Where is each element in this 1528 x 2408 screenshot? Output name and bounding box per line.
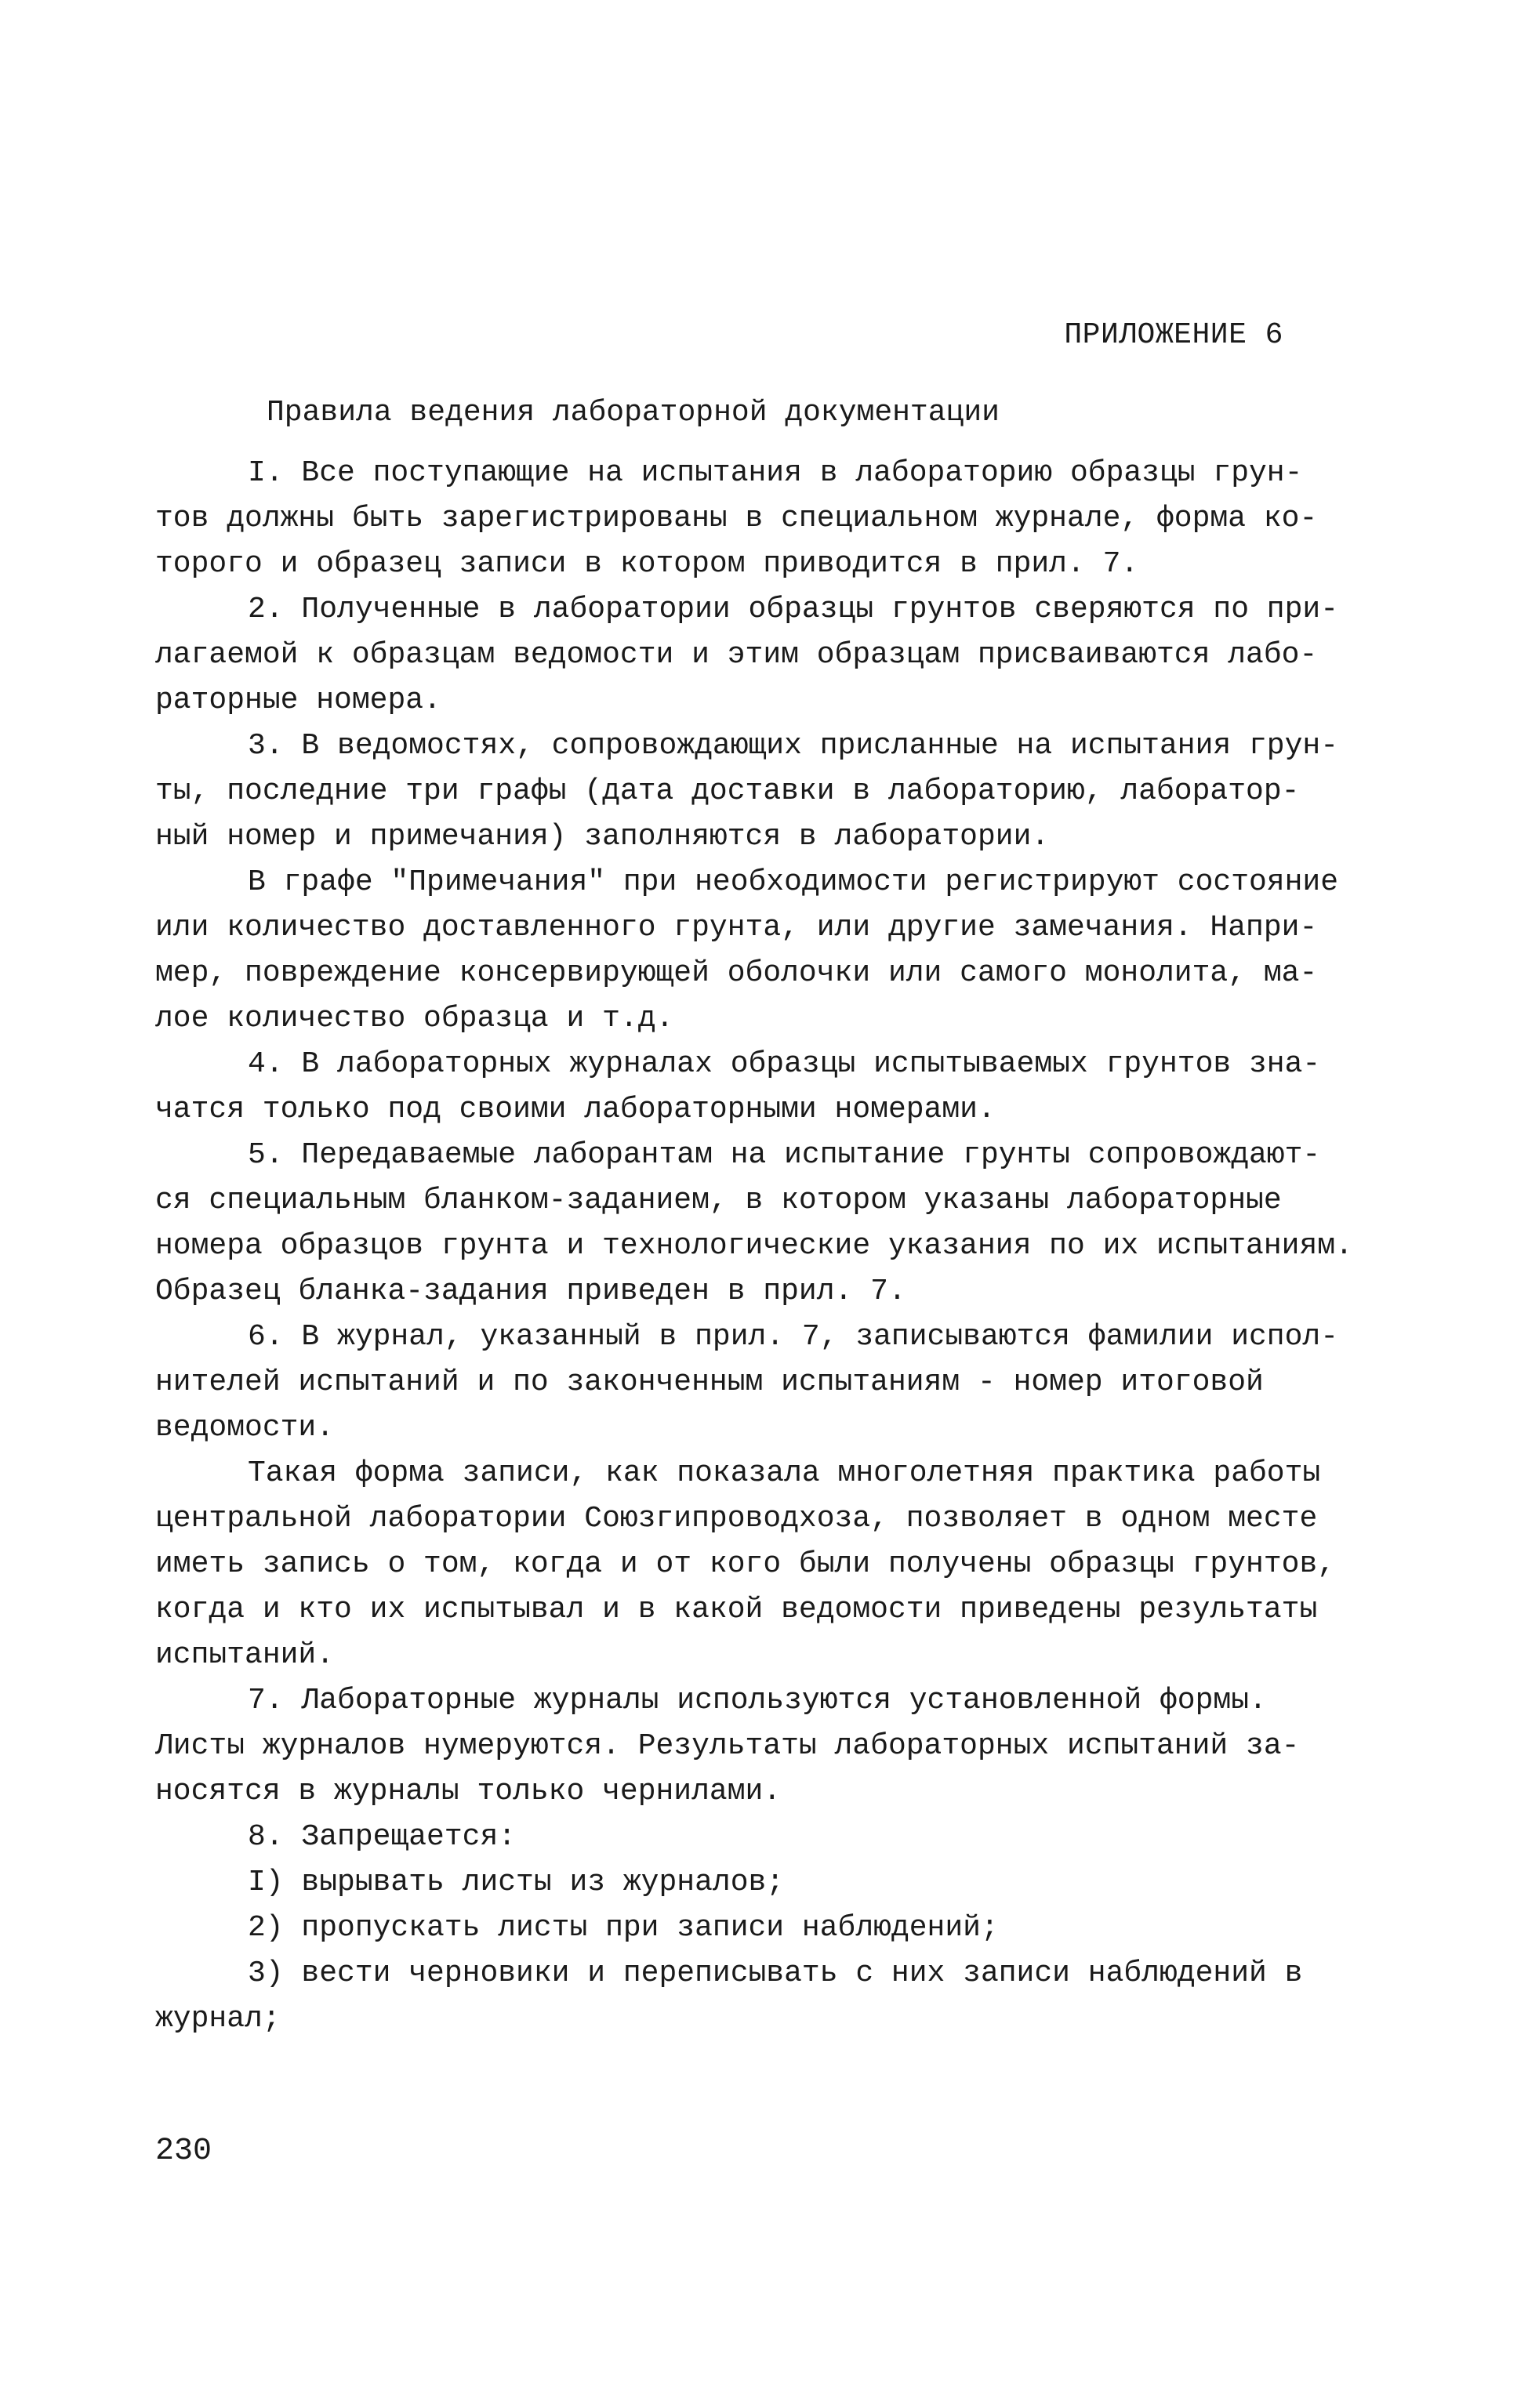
text-line: 5. Передаваемые лаборантам на испытание грунты сопровождают- — [248, 1138, 1321, 1172]
text-line: ный номер и примечания) заполняются в лаборатории. — [155, 820, 1050, 854]
text-line: тов должны быть зарегистрированы в специальном журнале, форма ко- — [155, 502, 1318, 535]
text-line: мер, повреждение консервирующей оболочки или самого монолита, ма- — [155, 956, 1318, 990]
paragraph-1 — [155, 451, 1347, 587]
text-line: 3) вести черновики и переписывать с них записи наблюдений в — [248, 1956, 1303, 1990]
page-number: 230 — [155, 2134, 212, 2169]
paragraph-4 — [155, 1042, 1347, 1133]
paragraph-7 — [155, 1678, 1347, 1815]
document-title: Правила ведения лабораторной документации — [267, 396, 1000, 430]
text-line: 7. Лабораторные журналы используются установленной формы. — [248, 1684, 1267, 1717]
text-line: торого и образец записи в котором приводится в прил. 7. — [155, 547, 1139, 581]
text-line: Такая форма записи, как показала многолетняя практика работы — [248, 1456, 1321, 1490]
text-line: нителей испытаний и по законченным испытаниям - номер итоговой — [155, 1365, 1264, 1399]
text-line: 8. Запрещается: — [248, 1820, 517, 1854]
text-line: или количество доставленного грунта, или другие замечания. Напри- — [155, 911, 1318, 945]
text-line: 3. В ведомостях, сопровождающих присланные на испытания грун- — [248, 729, 1339, 763]
list-item-3 — [155, 1951, 1347, 2042]
text-line: 6. В журнал, указанный в прил. 7, записываются фамилии испол- — [248, 1320, 1339, 1354]
text-line: Листы журналов нумеруются. Результаты лабораторных испытаний за- — [155, 1729, 1300, 1763]
text-line: носятся в журналы только чернилами. — [155, 1775, 782, 1808]
paragraph-6 — [155, 1315, 1347, 1451]
list-item-2 — [155, 1906, 1347, 1951]
paragraph-3 — [155, 723, 1347, 860]
text-line: 2. Полученные в лаборатории образцы грунтов сверяются по при- — [248, 593, 1339, 626]
text-line: журнал; — [155, 2002, 281, 2036]
text-line: номера образцов грунта и технологические указания по их испытаниям. — [155, 1229, 1353, 1263]
appendix-label: ПРИЛОЖЕНИЕ 6 — [1064, 318, 1283, 352]
paragraph-notes — [155, 860, 1347, 1042]
text-line: Образец бланка-задания приведен в прил. 7. — [155, 1275, 906, 1308]
text-line: I) вырывать листы из журналов; — [248, 1866, 785, 1899]
text-line: ты, последние три графы (дата доставки в лабораторию, лаборатор- — [155, 774, 1300, 808]
paragraph-8 — [155, 1815, 1347, 1860]
text-line: ведомости. — [155, 1411, 335, 1445]
paragraph-2 — [155, 587, 1347, 723]
text-line: 2) пропускать листы при записи наблюдений; — [248, 1911, 999, 1945]
text-line: когда и кто их испытывал и в какой ведомости приведены результаты — [155, 1593, 1318, 1626]
text-line: чатся только под своими лабораторными номерами. — [155, 1093, 996, 1126]
text-line: лагаемой к образцам ведомости и этим образцам присваиваются лабо- — [155, 638, 1318, 672]
paragraph-practice — [155, 1451, 1347, 1678]
text-line: 4. В лабораторных журналах образцы испытываемых грунтов зна- — [248, 1047, 1321, 1081]
text-line: испытаний. — [155, 1638, 335, 1672]
text-line: I. Все поступающие на испытания в лабораторию образцы грун- — [248, 456, 1303, 490]
text-line: иметь запись о том, когда и от кого были получены образцы грунтов, — [155, 1547, 1336, 1581]
text-line: центральной лаборатории Союзгипроводхоза, позволяет в одном месте — [155, 1502, 1318, 1536]
paragraph-5 — [155, 1133, 1353, 1315]
text-line: лое количество образца и т.д. — [155, 1002, 674, 1035]
text-line: ся специальным бланком-заданием, в котором указаны лабораторные — [155, 1184, 1282, 1217]
text-line: В графе "Примечания" при необходимости регистрируют состояние — [248, 865, 1339, 899]
list-item-1 — [155, 1860, 1347, 1906]
text-line: раторные номера. — [155, 684, 441, 717]
document-body — [155, 451, 1353, 2042]
